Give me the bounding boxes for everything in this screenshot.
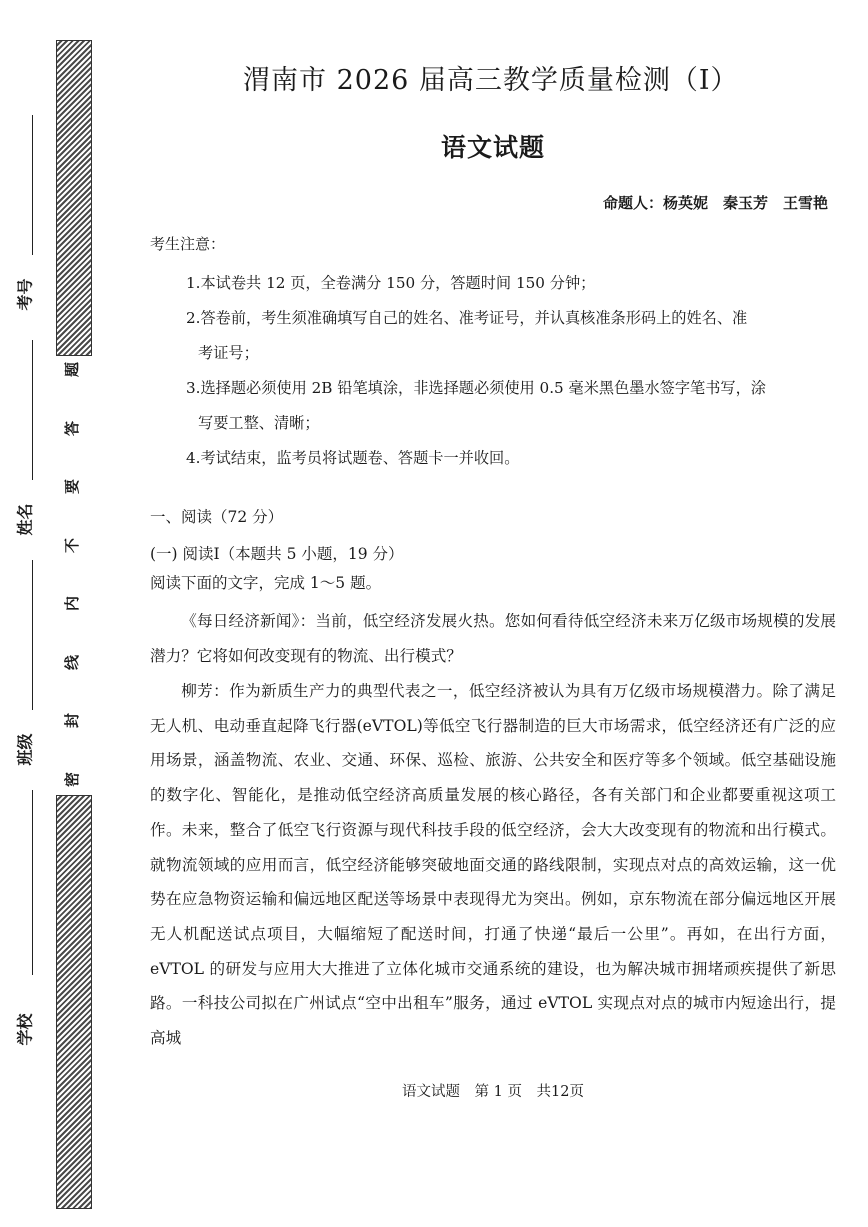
- notice-item: [186, 266, 836, 301]
- notice-line-continued: 考证号；: [198, 344, 259, 362]
- seal-char: 内: [63, 596, 82, 612]
- exam-title: 渭南市 2026 届高三教学质量检测（I）: [243, 65, 739, 96]
- notice-line-continued: 写要工整、清晰；: [198, 414, 320, 432]
- exam-number-line: [32, 115, 33, 255]
- notice-item: [186, 301, 836, 371]
- notice-item: [186, 441, 836, 476]
- exam-authors: 命题人：杨英妮 秦玉芳 王雪艳: [602, 194, 828, 212]
- seal-char: 密: [63, 771, 82, 787]
- binding-hatch-top: [56, 40, 92, 356]
- name-line: [32, 340, 33, 480]
- class-line: [32, 560, 33, 710]
- section-heading: 一、阅读（72 分）: [150, 508, 284, 526]
- seal-char: 要: [63, 479, 82, 495]
- seal-char: 不: [63, 537, 82, 553]
- seal-line-notice: [57, 362, 89, 787]
- notice-line: 3.选择题必须使用 2B 铅笔填涂，非选择题必须使用 0.5 毫米黑色墨水签字笔书写，涂: [186, 379, 766, 397]
- notice-line: 2.答卷前，考生须准确填写自己的姓名、准考证号，并认真核准条形码上的姓名、准: [186, 309, 748, 327]
- seal-char: 答: [63, 420, 82, 436]
- section-instruction: 阅读下面的文字，完成 1～5 题。: [150, 574, 382, 592]
- seal-char: 线: [63, 654, 82, 670]
- name-label: 姓名: [15, 503, 35, 536]
- school-line: [32, 790, 33, 975]
- binding-hatch-bottom: [56, 795, 92, 1209]
- notice-line: 1.本试卷共 12 页，全卷满分 150 分，答题时间 150 分钟；: [186, 274, 596, 292]
- subsection-heading: (一) 阅读I（本题共 5 小题，19 分）: [150, 545, 404, 563]
- school-label: 学校: [15, 1013, 35, 1046]
- binding-margin: [0, 0, 96, 1227]
- seal-char: 封: [63, 713, 82, 729]
- exam-number-label: 考号: [15, 278, 35, 311]
- seal-char: 题: [63, 361, 82, 378]
- notice-item: [186, 371, 836, 441]
- notice-heading: 考生注意：: [150, 235, 226, 253]
- notice-line: 4.考试结束，监考员将试题卷、答题卡一并收回。: [186, 449, 520, 467]
- passage-paragraph: 柳芳：作为新质生产力的典型代表之一，低空经济被认为具有万亿级市场规模潜力。除了满足无人机、电动垂直起降飞行器(eVTOL)等低空飞行器制造的巨大市场需求，低空经济还有广泛的应用场景，涵盖物流、农业、交通、环保、巡检、旅游、公共安全和医疗等多个领域。低空基础设施的数字化、智能化，是推动低空经济高质量发展的核心路径，各有关部门和企业都要重视这项工作。未来，整合了低空飞行资源与现代科技手段的低空经济，会大大改变现有的物流和出行模式。就物流领域的应用而言，低空经济能够突破地面交通的路线限制，实现点对点的高效运输，这一优势在应急物资运输和偏远地区配送等场景中表现得尤为突出。例如，京东物流在部分偏远地区开展无人机配送试点项目，大幅缩短了配送时间，打通了快递“最后一公里”。再如，在出行方面，eVTOL 的研发与应用大大推进了立体化城市交通系统的建设，也为解决城市拥堵顽疾提供了新思路。一科技公司拟在广州试点“空中出租车”服务，通过 eVTOL 实现点对点的城市内短途出行，提高城: [150, 682, 836, 1048]
- notice-list: [186, 266, 836, 476]
- passage-paragraph: 《每日经济新闻》：当前，低空经济发展火热。您如何看待低空经济未来万亿级市场规模的发展潜力？它将如何改变现有的物流、出行模式？: [150, 612, 836, 665]
- class-label: 班级: [15, 733, 35, 766]
- exam-subject: 语文试题: [440, 133, 545, 162]
- page-footer: 语文试题 第 1 页 共12页: [402, 1084, 584, 1100]
